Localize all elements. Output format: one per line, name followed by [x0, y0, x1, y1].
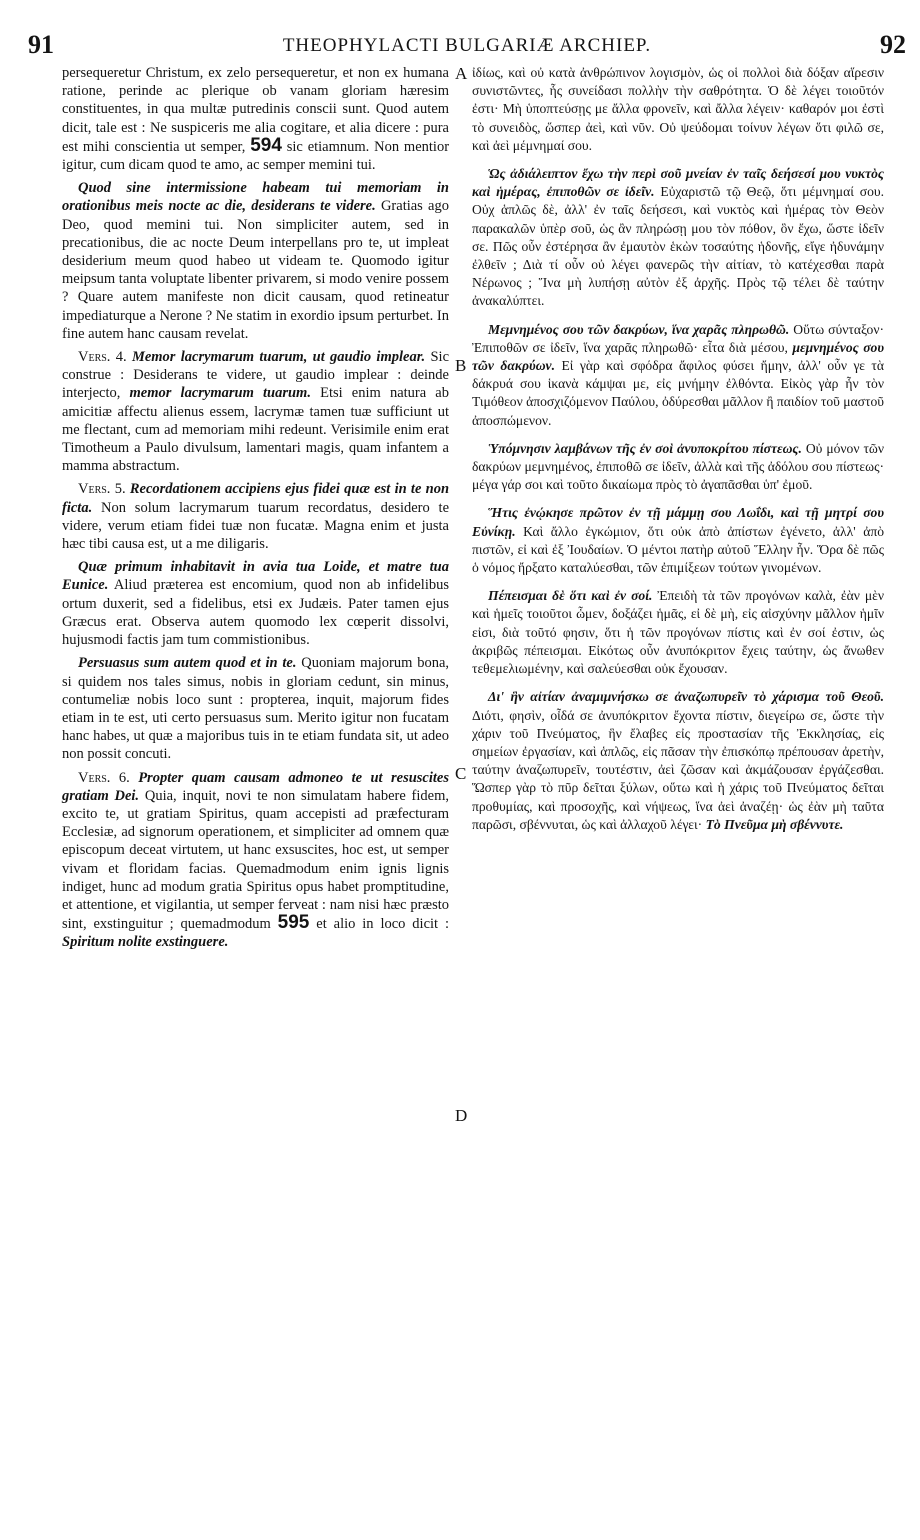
- greek-paragraph: [472, 504, 884, 577]
- greek-lemma: μεμνημένος σου τῶν δακρύων.: [472, 339, 884, 374]
- greek-text: Εὐχαριστῶ τῷ Θεῷ, ὅτι μέμνημαί σου. Οὐχ ἁπλῶς δὲ, ἀλλ' ἐν ταῖς δεήσεσι, καὶ νυκτὸς καὶ ἡμέρας τὸν Θεὸν παρακαλῶν ὑπὲρ σοῦ, ὡς ἂν πληρώσῃ μου τὸν πόθον, ὃν ἔχω, ὥστε ἰδεῖν σε. Πῶς οὖν ἐστέρησα ἂν ἐμαυτὸν ἑκὼν τοσαύτης ἡδονῆς, εἴγε ἠδυνάμην ἐλθεῖν ; Διὰ τί οὖν οὐ λέγει φανερῶς τὴν αἰτίαν, τὸ κατέχεσθαι παρὰ Νέρωνος ; Ἵνα μὴ λυπήσῃ αὐτὸν ἐξ ἀρχῆς. Πρὸς τῷ τέλει δὲ ταύτην ἀνακαλύπτει.: [472, 184, 884, 309]
- greek-lemma: Ὡς ἀδιάλειπτον ἔχω τὴν περὶ σοῦ μνείαν ἐν ταῖς δεήσεσί μου νυκτὸς καὶ ἡμέρας, ἐπιποθῶν σε ἰδεῖν.: [472, 166, 884, 200]
- latin-paragraph: [62, 348, 449, 475]
- greek-paragraph: [472, 440, 884, 495]
- running-title: THEOPHYLACTI BULGARIÆ ARCHIEP.: [282, 35, 652, 56]
- greek-column: [472, 64, 884, 844]
- latin-text: persequeretur Christum, ex zelo persequeretur, et non ex humana ratione, perinde ac plerique ob vanam gloriam hæresim constituentes, in qua multæ putredinis conscii sunt. Quod autem dicit, tale est : Ne suspiceris me alia cogitare, et alia dicere : pura est mihi conscientia ut semper,: [62, 65, 449, 155]
- latin-lemma: Quod sine intermissione habeam tui memoriam in orationibus meis nocte ac die, desiderans te videre.: [62, 180, 449, 215]
- greek-paragraph: [472, 587, 884, 678]
- greek-lemma: Μεμνημένος σου τῶν δακρύων, ἵνα χαρᾶς πληρωθῶ.: [488, 321, 790, 337]
- latin-text: Etsi enim natura ab amicitiæ affectu alienus essem, lacrymæ tamen tuæ sufficiunt ut me flectant, cum ad memoriam mihi redeunt. Verisimile enim erat Timotheum a Paulo divulsum, lamentari magis, quam infantem a mamma abstractum.: [62, 385, 449, 475]
- greek-text: Ἐπειδὴ τὰ τῶν προγόνων καλὰ, ἐὰν μὲν καὶ ἡμεῖς τοιοῦτοι ὦμεν, δοξάζει ἡμᾶς, εἰ δὲ μὴ, εἰς αἰσχύνην μᾶλλον ἡμῖν εἰσι, διὰ τοῦτό φησιν, ὅτι ἡ τῶν προγόνων πίστις καὶ ἐν σοί ἐστιν, ὡς ἀκριβῶς πέπεισμαι. Εἰκότως οὖν ἀνυπόκριτον ἔχεις ταύτην, ὡς ἄνωθεν τεθεμελιωμένην, καὶ σαλεύεσθαι οὐκ ἔχουσαν.: [472, 588, 884, 677]
- latin-text: et alio in loco dicit :: [316, 916, 450, 933]
- latin-lemma: Recordationem accipiens ejus fidei quæ est in te non ficta.: [62, 481, 450, 516]
- page-number-right: 92: [880, 30, 906, 59]
- verse-label: Vers. 4.: [78, 349, 127, 366]
- latin-paragraph: [62, 64, 449, 174]
- greek-paragraph: [472, 321, 884, 430]
- margin-letter-d: D: [455, 1106, 468, 1125]
- greek-text: Οὕτω σύνταξον· Ἐπιποθῶν σε ἰδεῖν, ἵνα χαρᾶς πληρωθῶ· εἶτα διὰ μέσου,: [472, 321, 884, 355]
- latin-text: Quoniam majorum bona, si quidem nos tales simus, nobis in gloriam cedunt, sin minus, contumeliæ nobis loco sunt : propterea, inquit, majorum fides etiam in te est, uti certo persuasus sum. Merito igitur non fucatam hanc habes, ut quæ a majoribus tuis in te etiam fundata sit, ut adeo non possit concuti.: [62, 655, 450, 763]
- latin-paragraph: [62, 769, 449, 952]
- latin-paragraph: [62, 480, 449, 553]
- latin-lemma: Propter quam causam admoneo te ut resuscites gratiam Dei.: [62, 769, 449, 804]
- greek-text: Καὶ ἄλλο ἐγκώμιον, ὅτι οὐκ ἀπὸ ἀπίστων ἐγένετο, ἀλλ' ἀπὸ πιστῶν, εἰ καὶ ἐξ Ἰουδαίων. Ὁ μέντοι πατὴρ αὐτοῦ Ἕλλην ἦν. Ὅρα δὲ πῶς ὁ νόμος ἤρξατο καταλύεσθαι, τῶν ἐπιμίξεων τούτων γινομένων.: [472, 523, 884, 576]
- greek-text: Εἰ γὰρ καὶ σφόδρα ἄφιλος φύσει ἤμην, ἀλλ' οὖν γε τὰ δάκρυά σου ἱκανὰ κάμψαι με, εἰς μνήμην ἐλθόντα. Εἰκὸς γὰρ ἦν τὸν Τιμόθεον ἀποσχιζόμενον Παύλου, ὀδύρεσθαι μᾶλλον ἢ παιδίον τοῦ μαστοῦ ἀποσπώμενον.: [472, 358, 884, 428]
- margin-letter-b: B: [455, 356, 467, 375]
- latin-text: Quia, inquit, novi te non simulatam habere fidem, excito te, ut gratiam Spiritus, quam accepisti ad præfecturam Ecclesiæ, ad signorum operationem, et simpliciter ad omnem quæ episcopum deceat virtutem, ut hanc exsuscites, hoc est, ut semper vivam et floridam facias. Quemadmodum enim ignis lignis indiget, hunc ad modum gratia Spiritus opus habet promptitudine, et attentione, et vigilantia, ut semper ferveat : nam nisi hæc præsto sint, exstinguitur ; quemadmodum: [62, 787, 449, 933]
- greek-lemma: Δι' ἣν αἰτίαν ἀναμιμνήσκω σε ἀναζωπυρεῖν τὸ χάρισμα τοῦ Θεοῦ.: [488, 689, 884, 705]
- column-number: 595: [277, 912, 310, 934]
- latin-text: sic etiamnum. Non mentior igitur, cum dicam quod te amo, ac semper memini tui.: [62, 138, 450, 174]
- greek-paragraph: [472, 64, 884, 155]
- latin-paragraph: [62, 179, 449, 343]
- greek-paragraph: [472, 688, 884, 834]
- greek-text: Οὐ μόνον τῶν δακρύων μεμνημένος, ἐπιποθῶ σε ἰδεῖν, ἀλλὰ καὶ τῆς ἀδόλου σου πίστεως· μέγα γάρ σοι καὶ τοῦτο δικαίωμα πρὸς τὸ ἀγαπᾶσθαι ὑπ' ἐμοῦ.: [472, 440, 884, 493]
- verse-label: Vers. 5.: [78, 481, 126, 498]
- margin-letter-c: C: [455, 764, 467, 783]
- greek-lemma: Ὑπόμνησιν λαμβάνων τῆς ἐν σοὶ ἀνυποκρίτου πίστεως.: [488, 440, 802, 456]
- greek-lemma: Πέπεισμαι δὲ ὅτι καὶ ἐν σοί.: [488, 588, 653, 604]
- latin-paragraph: [62, 654, 449, 763]
- latin-text: Sic construe : Desiderans te videre, ut gaudio implear : deinde interjecto,: [62, 349, 450, 402]
- running-header: [28, 30, 906, 60]
- latin-lemma: Memor lacrymarum tuarum, ut gaudio implear.: [131, 349, 426, 366]
- latin-lemma: Spiritum nolite exstinguere.: [62, 934, 229, 951]
- margin-letter-a: A: [455, 64, 468, 83]
- latin-lemma: Persuasus sum autem quod et in te.: [78, 655, 297, 672]
- latin-lemma: memor lacrymarum tuarum.: [129, 385, 311, 402]
- greek-text: Διότι, φησὶν, οἶδά σε ἀνυπόκριτον ἔχοντα πίστιν, διεγείρω σε, ὥστε τὴν χάριν τοῦ Πνεύματος, ἣν ἔλαβες εἰς προστασίαν τῆς Ἐκκλησίας, εἰς σημείων ἐργασίαν, καὶ ἁπλῶς, εἰς πᾶσαν τὴν ἐπισκόπῳ πρέπουσαν ἀρετὴν, ταύτην ἀναζωπυρεῖν, τουτέστιν, ἀεὶ ζῶσαν καὶ ἀκμάζουσαν ἐργάζεσθαι. Ὥσπερ γὰρ τὸ πῦρ δεῖται ξύλων, οὕτω καὶ ἡ χάρις τοῦ Πνεύματος δεῖται προθυμίας, καὶ προσοχῆς, καὶ νήψεως, ἵνα ἀεὶ ἀναζέῃ· ὡς ἐὰν μὴ ταῦτα παρῶσι, σβέννυται, ὡς καὶ ἀλλαχοῦ λέγει·: [472, 707, 884, 832]
- greek-lemma: Ἥτις ἐνῴκησε πρῶτον ἐν τῇ μάμμῃ σου Λωΐδι, καὶ τῇ μητρί σου Εὐνίκῃ.: [472, 505, 884, 539]
- latin-text: Gratias ago Deo, quod memini tui. Non simpliciter autem, sed in precationibus, die ac nocte Deum interpellans pro te, ut impleat desiderium meum quod habeo ut videam te. Quomodo igitur meipsum tanta voluptate libenter privarem, si modo venire possem ? Quare autem manifeste non dicit causam, quod retineatur impediaturque a Nerone ? Ne statim in exordio ipsum perturbet. In fine autem hanc causam revelat.: [62, 198, 449, 342]
- latin-text: Non solum lacrymarum tuarum recordatus, desidero te videre, verum etiam fidei tuæ non fucatæ. Magna enim et justa hæc tibi causa est, ut a me diligaris.: [62, 499, 450, 553]
- verse-label: Vers. 6.: [78, 769, 130, 786]
- latin-lemma: Quæ primum inhabitavit in avia tua Loide, et matre tua Eunice.: [62, 559, 449, 594]
- page-number-left: 91: [28, 30, 54, 59]
- greek-text: ἰδίως, καὶ οὐ κατὰ ἀνθρώπινον λογισμὸν, ὡς οἱ πολλοὶ διὰ δόξαν αἵρεσιν συνιστῶντες, ἧς συνείδασι πολλὴν τὴν σαθρότητα. Ὁ δὲ λέγει τοιοῦτόν ἐστι· Μὴ ὑποπτεύσῃς με ἄλλα φρονεῖν, καὶ ἄλλα λέγειν· καθαρόν μοι ἐστὶ τὸ συνειδὸς, ὥσπερ ἀεὶ, καὶ νῦν. Οὐ ψεύδομαι τοίνυν λέγων ὅτι φιλῶ σε, καὶ ἀεὶ μέμνημαί σου.: [472, 65, 884, 153]
- latin-paragraph: [62, 558, 449, 649]
- greek-lemma: Τὸ Πνεῦμα μὴ σβέννυτε.: [705, 816, 844, 832]
- greek-paragraph: [472, 165, 884, 311]
- latin-text: Aliud præterea est encomium, quod non ab infidelibus ortum duxerit, sed a fidelibus, etsi ex Judæis. Pater tamen ejus Græcus erat. Observa autem quomodo lex cœperit dissolvi, hujusmodi factis jam tum commistionibus.: [62, 577, 449, 649]
- column-number: 594: [250, 134, 282, 156]
- latin-column: [62, 64, 449, 957]
